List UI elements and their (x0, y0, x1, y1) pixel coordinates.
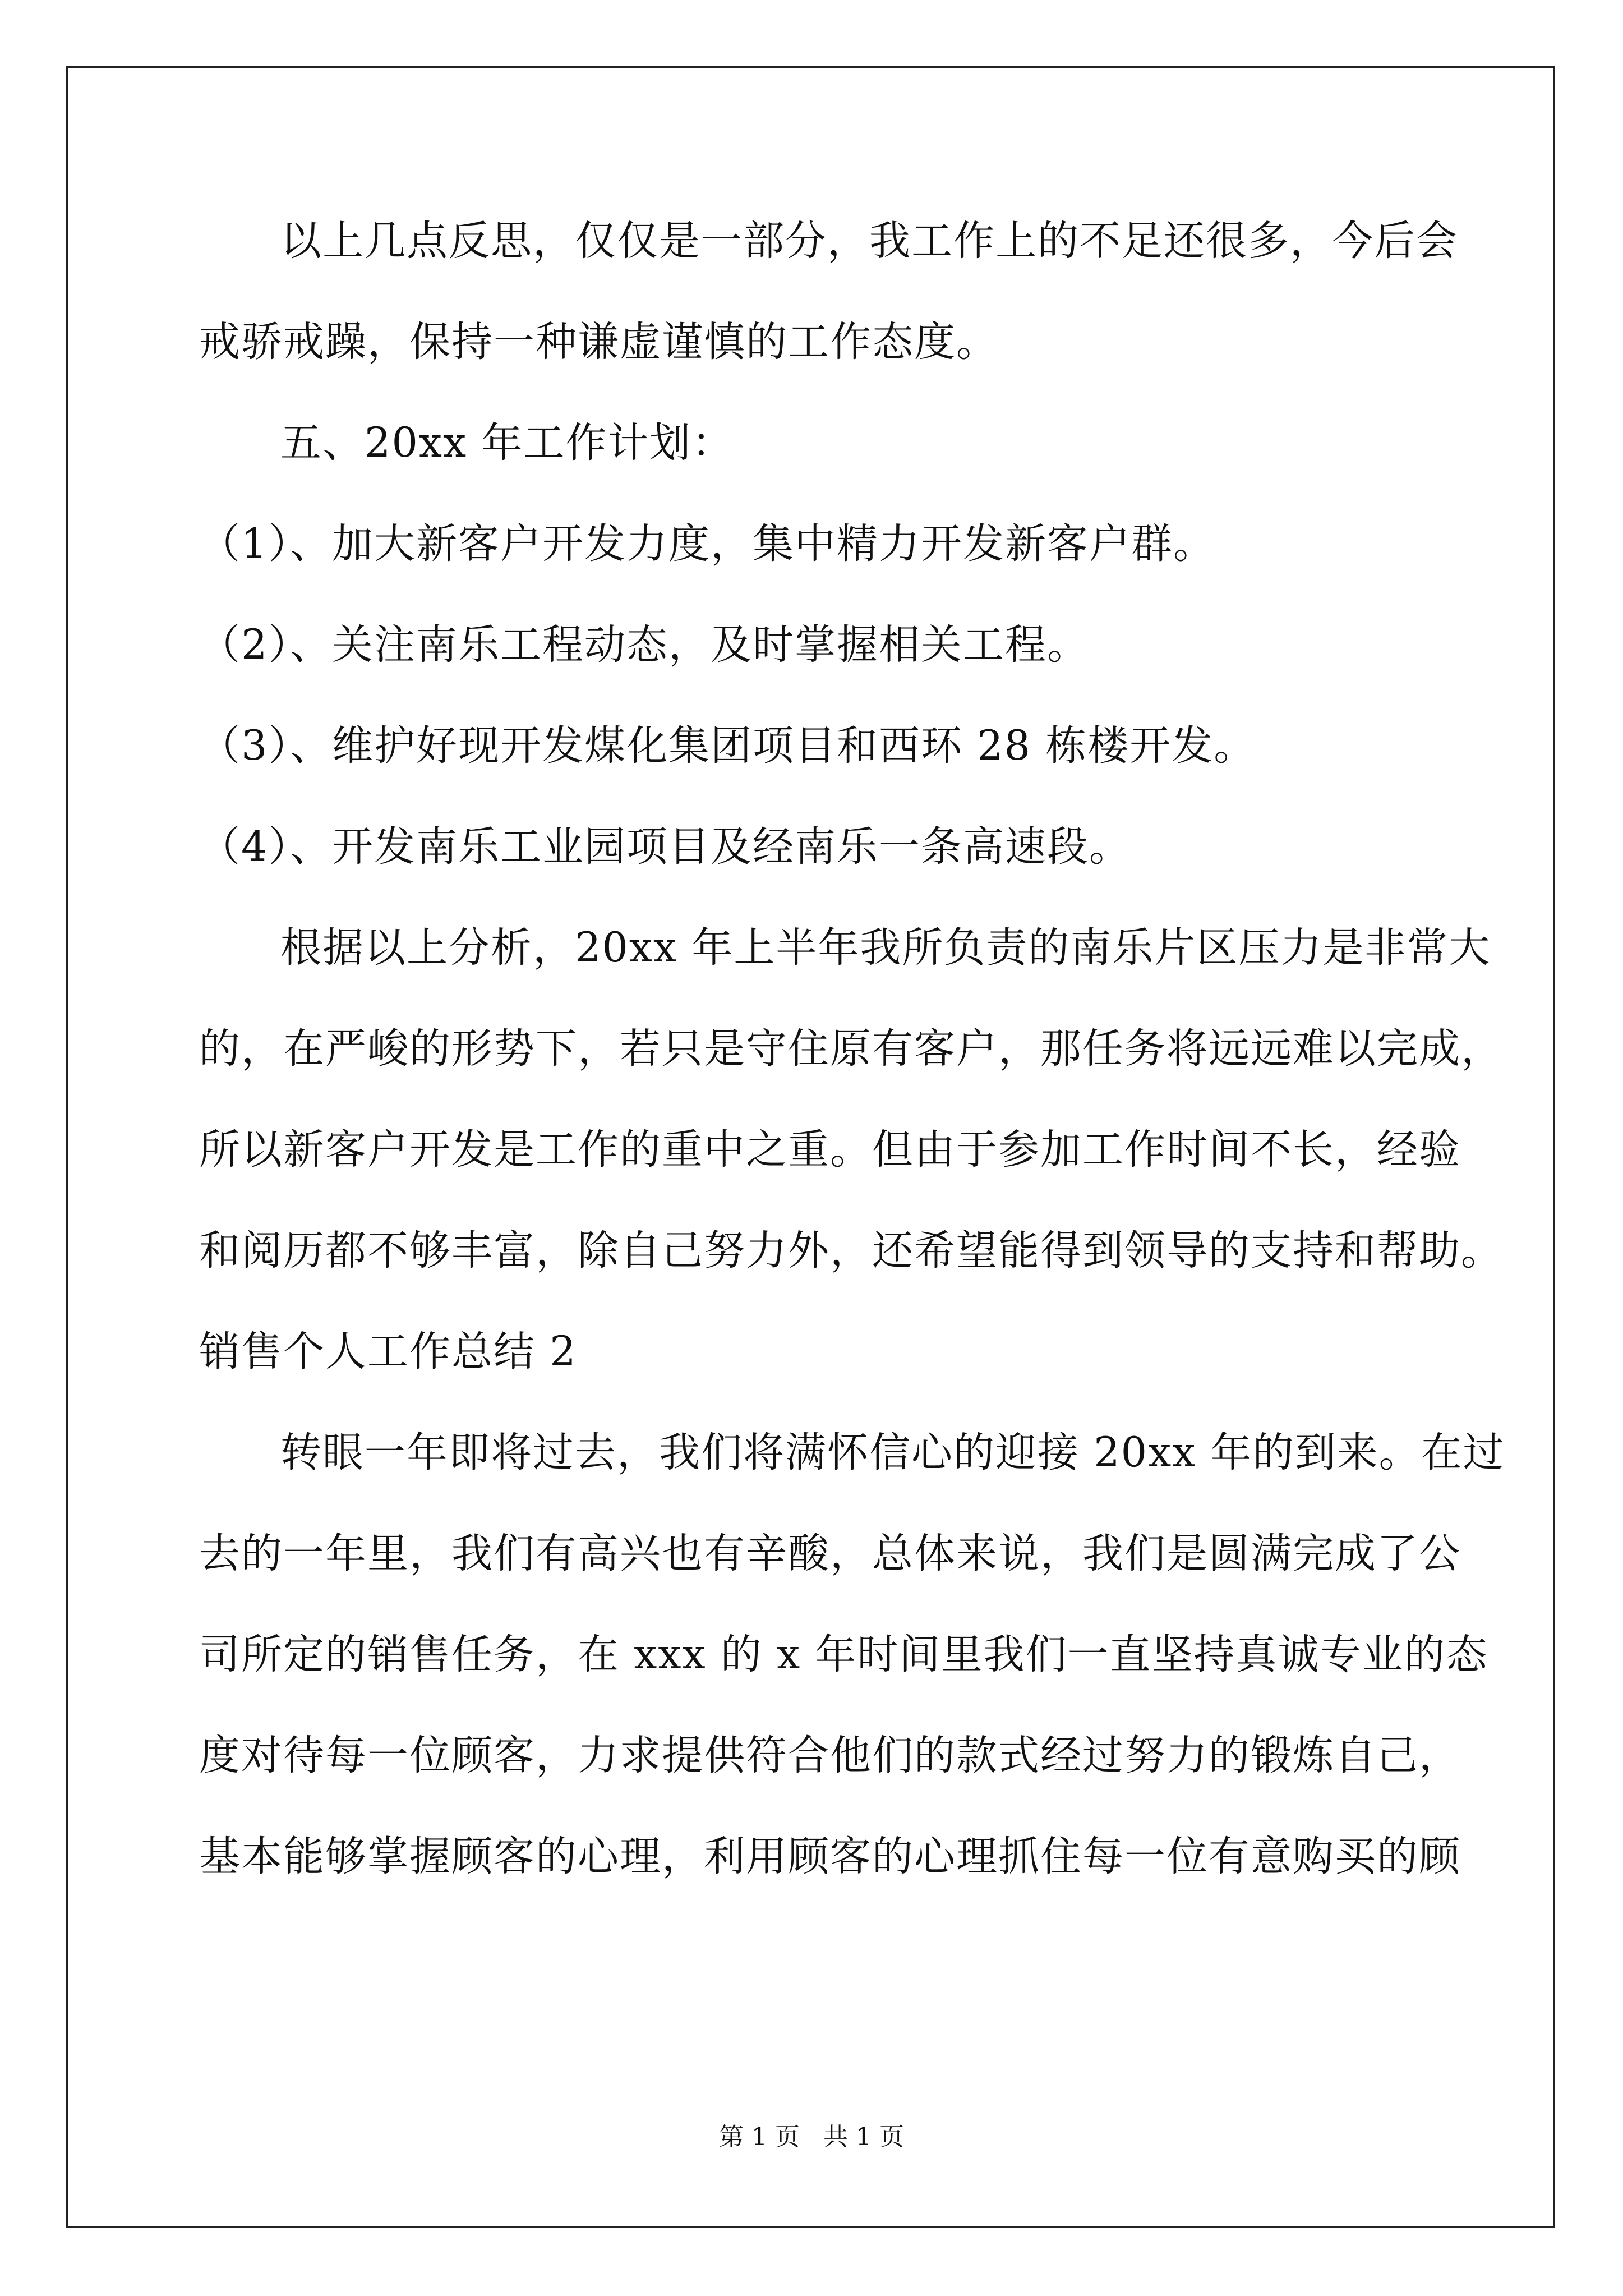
paragraph-line: 基本能够掌握顾客的心理，利用顾客的心理抓住每一位有意购买的顾 (199, 1833, 1461, 1880)
list-item: （4）、开发南乐工业园项目及经南乐一条高速段。 (199, 823, 1131, 871)
document-title: 销售个人工作总结 2 (199, 1328, 577, 1375)
list-item: （1）、加大新客户开发力度，集中精力开发新客户群。 (199, 520, 1215, 568)
paragraph-line: 以上几点反思，仅仅是一部分，我工作上的不足还很多，今后会 (280, 217, 1458, 265)
paragraph-line: 去的一年里，我们有高兴也有辛酸，总体来说，我们是圆满完成了公 (199, 1530, 1461, 1577)
paragraph-line: 根据以上分析，20xx 年上半年我所负责的南乐片区压力是非常大 (280, 924, 1491, 972)
list-item: （2）、关注南乐工程动态，及时掌握相关工程。 (199, 621, 1089, 669)
paragraph-line: 和阅历都不够丰富，除自己努力外，还希望能得到领导的支持和帮助。 (199, 1227, 1503, 1274)
page-number-footer: 第 1 页 共 1 页 (719, 2123, 904, 2151)
paragraph-line: 的，在严峻的形势下，若只是守住原有客户，那任务将远远难以完成， (199, 1025, 1503, 1073)
paragraph-line: 司所定的销售任务，在 xxx 的 x 年时间里我们一直坚持真诚专业的态 (199, 1631, 1488, 1678)
paragraph-line: 戒骄戒躁，保持一种谦虚谨慎的工作态度。 (199, 318, 998, 366)
section-heading: 五、20xx 年工作计划： (280, 419, 734, 467)
list-item: （3）、维护好现开发煤化集团项目和西环 28 栋楼开发。 (199, 722, 1256, 770)
paragraph-line: 转眼一年即将过去，我们将满怀信心的迎接 20xx 年的到来。在过 (280, 1429, 1505, 1476)
paragraph-line: 所以新客户开发是工作的重中之重。但由于参加工作时间不长，经验 (199, 1126, 1461, 1174)
paragraph-line: 度对待每一位顾客，力求提供符合他们的款式经过努力的锻炼自己， (199, 1732, 1461, 1779)
